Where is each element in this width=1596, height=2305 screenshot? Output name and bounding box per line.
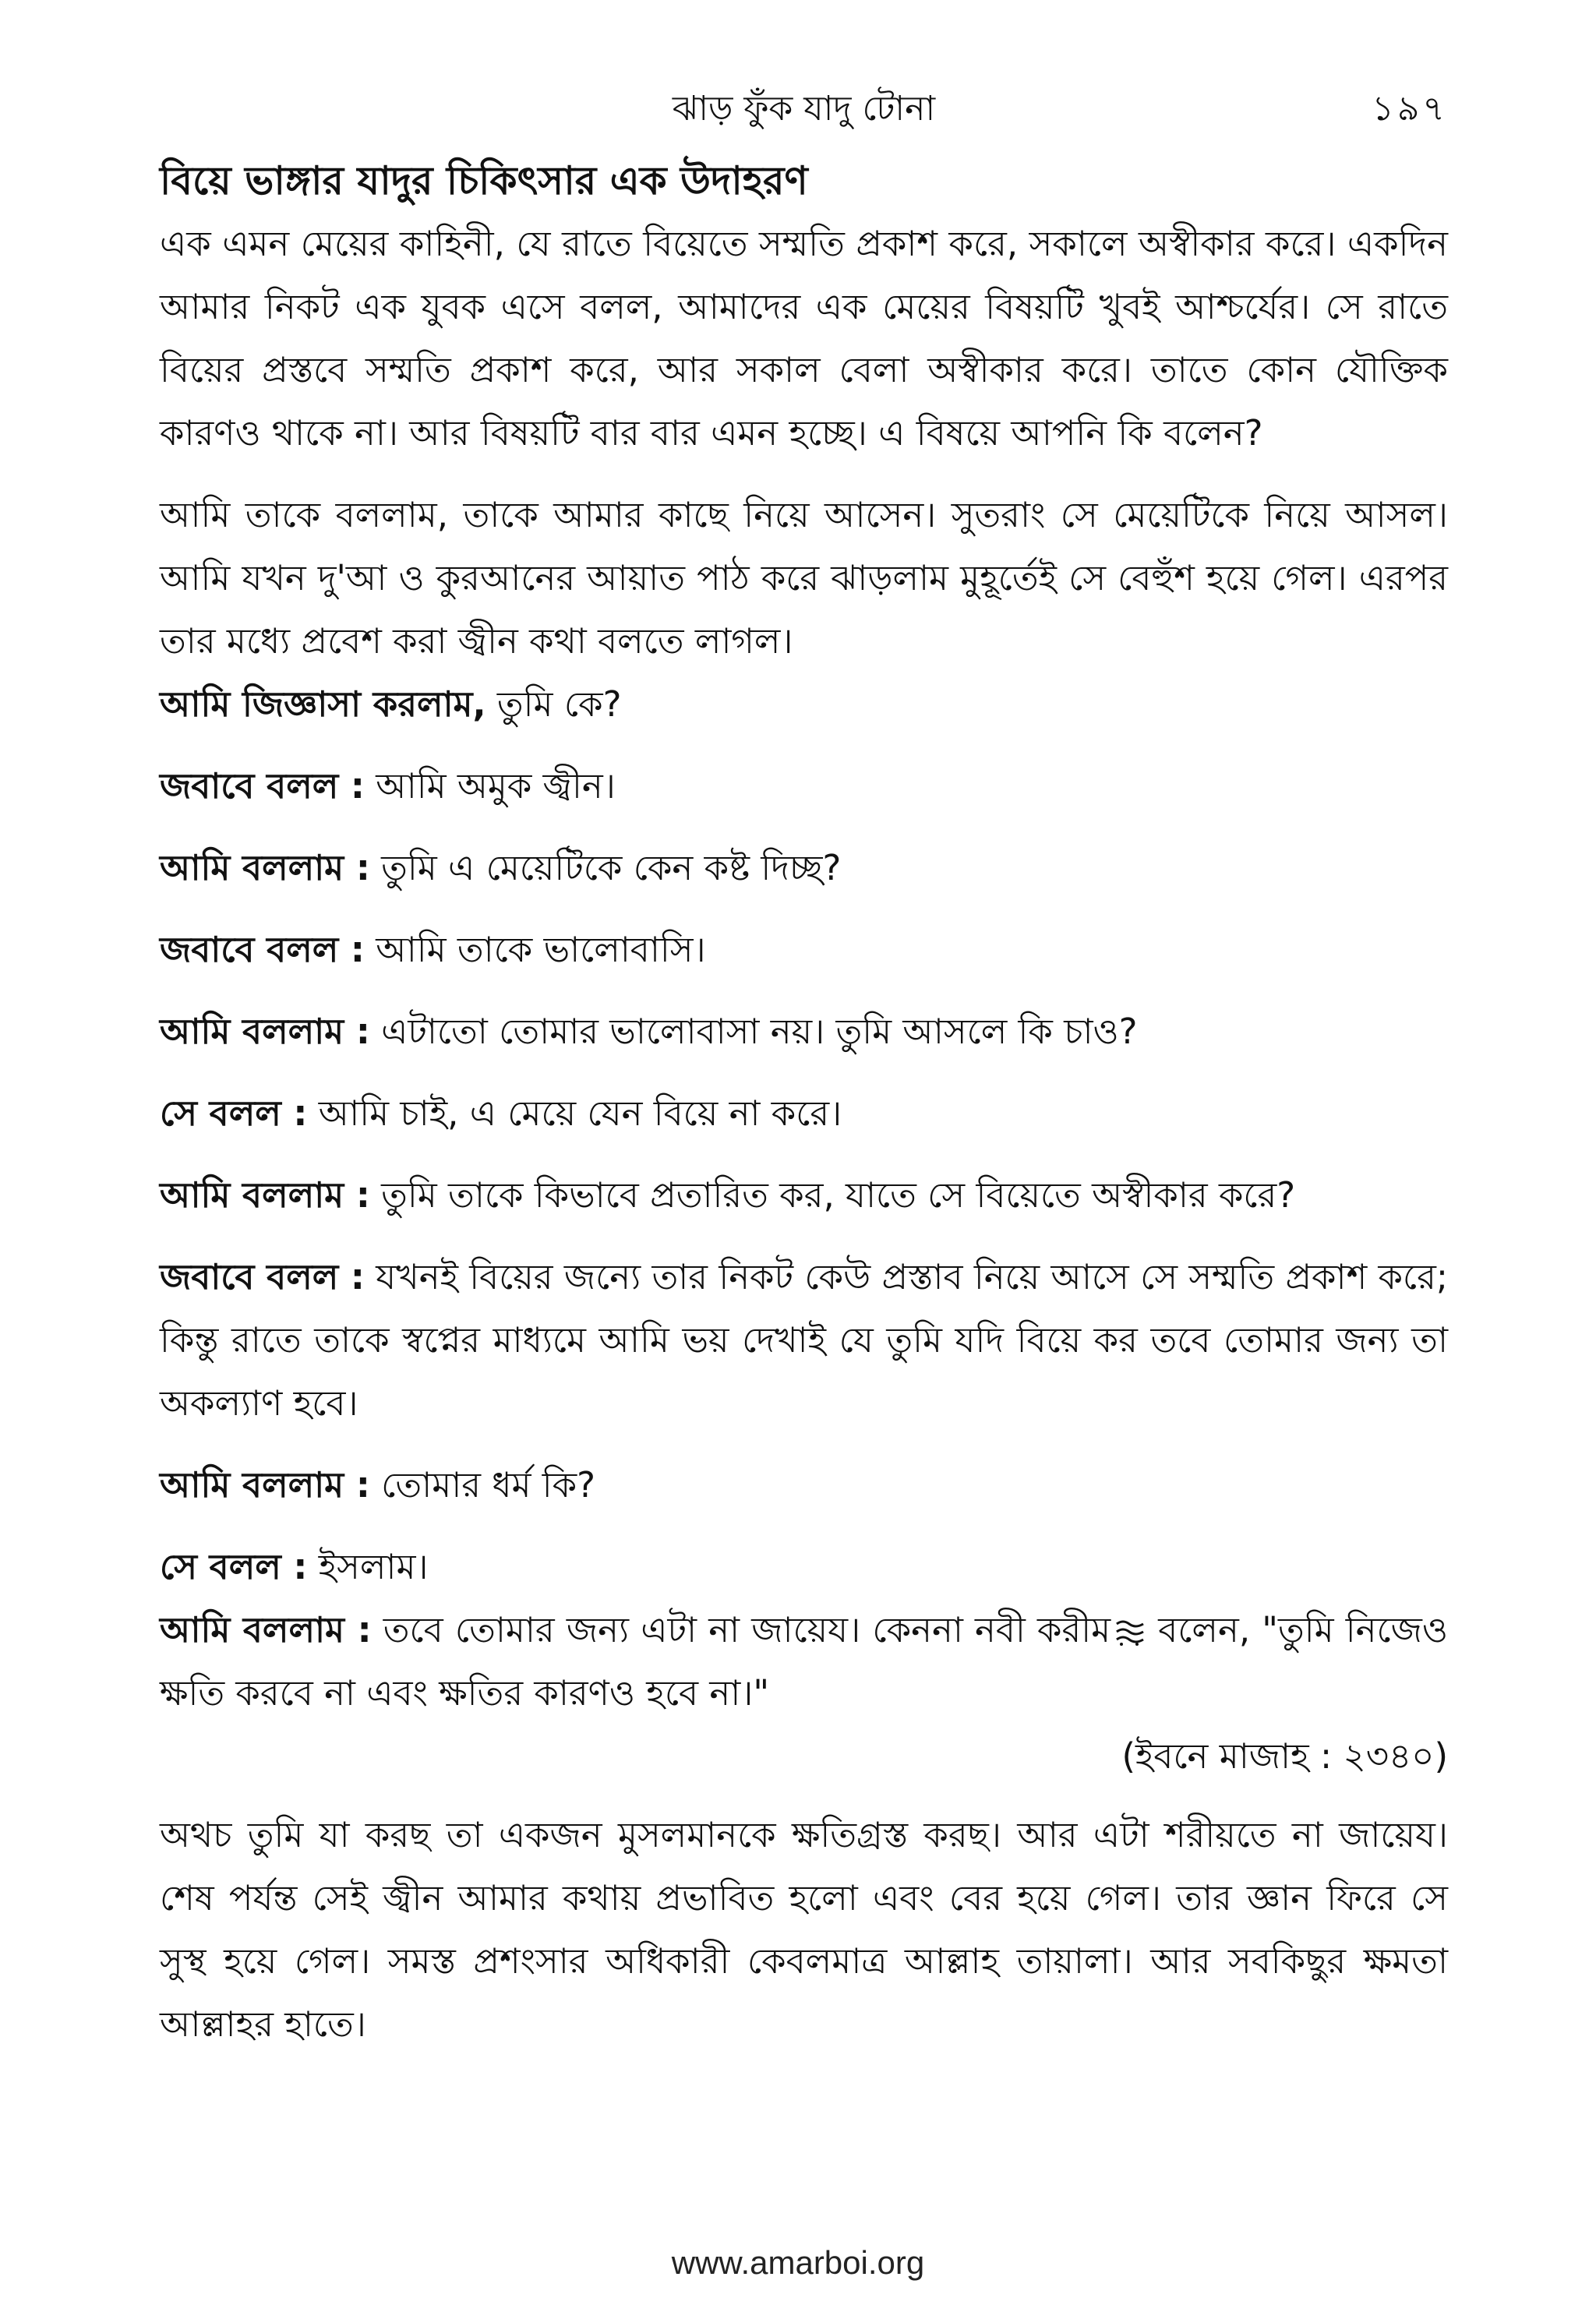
dialogue-text: তবে তোমার জন্য এটা না জায়েয। কেননা নবী করীম — [371, 1609, 1111, 1650]
dialogue-speaker: আমি বললাম : — [160, 1609, 372, 1650]
dialogue-line — [160, 1163, 1448, 1227]
dialogue-text: তুমি কে? — [486, 683, 622, 725]
dialogue-speaker: জবাবে বলল : — [160, 1256, 365, 1297]
dialogue-speaker: সে বলল : — [160, 1546, 308, 1587]
dialogue-text: ইসলাম। — [307, 1546, 429, 1587]
dialogue-speaker: সে বলল : — [160, 1092, 308, 1134]
second-paragraph: আমি তাকে বললাম, তাকে আমার কাছে নিয়ে আসেন। সুতরাং সে মেয়েটিকে নিয়ে আসল। আমি যখন দু'আ ও কুরআনের আয়াত পাঠ করে ঝাড়লাম মুহূর্তেই সে বেহুঁশ হয়ে গেল। এরপর তার মধ্যে প্রবেশ করা জ্বীন কথা বলতে লাগল। — [160, 494, 1448, 662]
intro-paragraph: এক এমন মেয়ের কাহিনী, যে রাতে বিয়েতে সম্মতি প্রকাশ করে, সকালে অস্বীকার করে। একদিন আমার নিকট এক যুবক এসে বলল, আমাদের এক মেয়ের বিষয়টি খুবই আশ্চর্যের। সে রাতে বিয়ের প্রস্তবে সম্মতি প্রকাশ করে, আর সকাল বেলা অস্বীকার করে। তাতে কোন যৌক্তিক কারণও থাকে না। আর বিষয়টি বার বার এমন হচ্ছে। এ বিষয়ে আপনি কি বলেন? — [160, 223, 1448, 454]
salutation-icon — [1114, 1616, 1146, 1649]
dialogue-line — [160, 1082, 1448, 1145]
dialogue-speaker: আমি বললাম : — [160, 1174, 370, 1216]
dialogue-speaker: আমি বললাম : — [160, 1011, 370, 1052]
dialogue-list — [160, 672, 1448, 1598]
dialogue-text: আমি চাই, এ মেয়ে যেন বিয়ে না করে। — [307, 1092, 842, 1134]
hadith-citation: (ইবনে মাজাহ : ২৩৪০) — [1121, 1735, 1448, 1777]
dialogue-text: তুমি তাকে কিভাবে প্রতারিত কর, যাতে সে বিয়েতে অস্বীকার করে? — [369, 1174, 1296, 1216]
dialogue-speaker: আমি জিজ্ঞাসা করলাম, — [160, 683, 486, 725]
dialogue-line — [160, 1453, 1448, 1516]
dialogue-speaker: আমি বললাম : — [160, 1464, 370, 1505]
dialogue-line — [160, 1245, 1448, 1435]
dialogue-continuation: বলেন, "তুমি নিজেও ক্ষতি করবে না এবং ক্ষতির কারণও হবে না।" — [160, 1609, 1449, 1714]
dialogue-text: আমি অমুক জ্বীন। — [364, 765, 616, 807]
dialogue-line — [160, 836, 1448, 899]
page-number: ১৯৭ — [1372, 89, 1448, 129]
dialogue-speaker: আমি বললাম : — [160, 847, 370, 888]
final-exchange — [160, 1598, 1448, 1724]
dialogue-line — [160, 672, 1448, 736]
book-title: ঝাড় ফুঁক যাদু টোনা — [672, 89, 936, 129]
dialogue-text: এটাতো তোমার ভালোবাসা নয়। তুমি আসলে কি চাও? — [369, 1011, 1138, 1052]
running-header — [160, 86, 1448, 132]
dialogue-text: যখনই বিয়ের জন্যে তার নিকট কেউ প্রস্তাব নিয়ে আসে সে সম্মতি প্রকাশ করে; কিন্তু রাতে তাকে স্বপ্নের মাধ্যমে আমি ভয় দেখাই যে তুমি যদি বিয়ে কর তবে তোমার জন্য তা অকল্যাণ হবে। — [160, 1256, 1448, 1424]
dialogue-text: তোমার ধর্ম কি? — [369, 1464, 596, 1505]
dialogue-line — [160, 1535, 1448, 1598]
footer-url: www.amarboi.org — [671, 2244, 925, 2281]
section-heading: বিয়ে ভাঙ্গার যাদুর চিকিৎসার এক উদাহরণ — [160, 158, 808, 203]
dialogue-speaker: জবাবে বলল : — [160, 765, 365, 807]
dialogue-line — [160, 918, 1448, 981]
dialogue-line — [160, 754, 1448, 817]
dialogue-text: তুমি এ মেয়েটিকে কেন কষ্ট দিচ্ছ? — [369, 847, 842, 888]
dialogue-text: আমি তাকে ভালোবাসি। — [364, 929, 706, 970]
dialogue-line — [160, 1000, 1448, 1063]
dialogue-speaker: জবাবে বলল : — [160, 929, 365, 970]
closing-paragraph: অথচ তুমি যা করছ তা একজন মুসলমানকে ক্ষতিগ্রস্ত করছ। আর এটা শরীয়তে না জায়েয। শেষ পর্যন্ত সেই জ্বীন আমার কথায় প্রভাবিত হলো এবং বের হয়ে গেল। তার জ্ঞান ফিরে সে সুস্থ হয়ে গেল। সমস্ত প্রশংসার অধিকারী কেবলমাত্র আল্লাহ তায়ালা। আর সবকিছুর ক্ষমতা আল্লাহর হাতে। — [160, 1814, 1448, 2045]
